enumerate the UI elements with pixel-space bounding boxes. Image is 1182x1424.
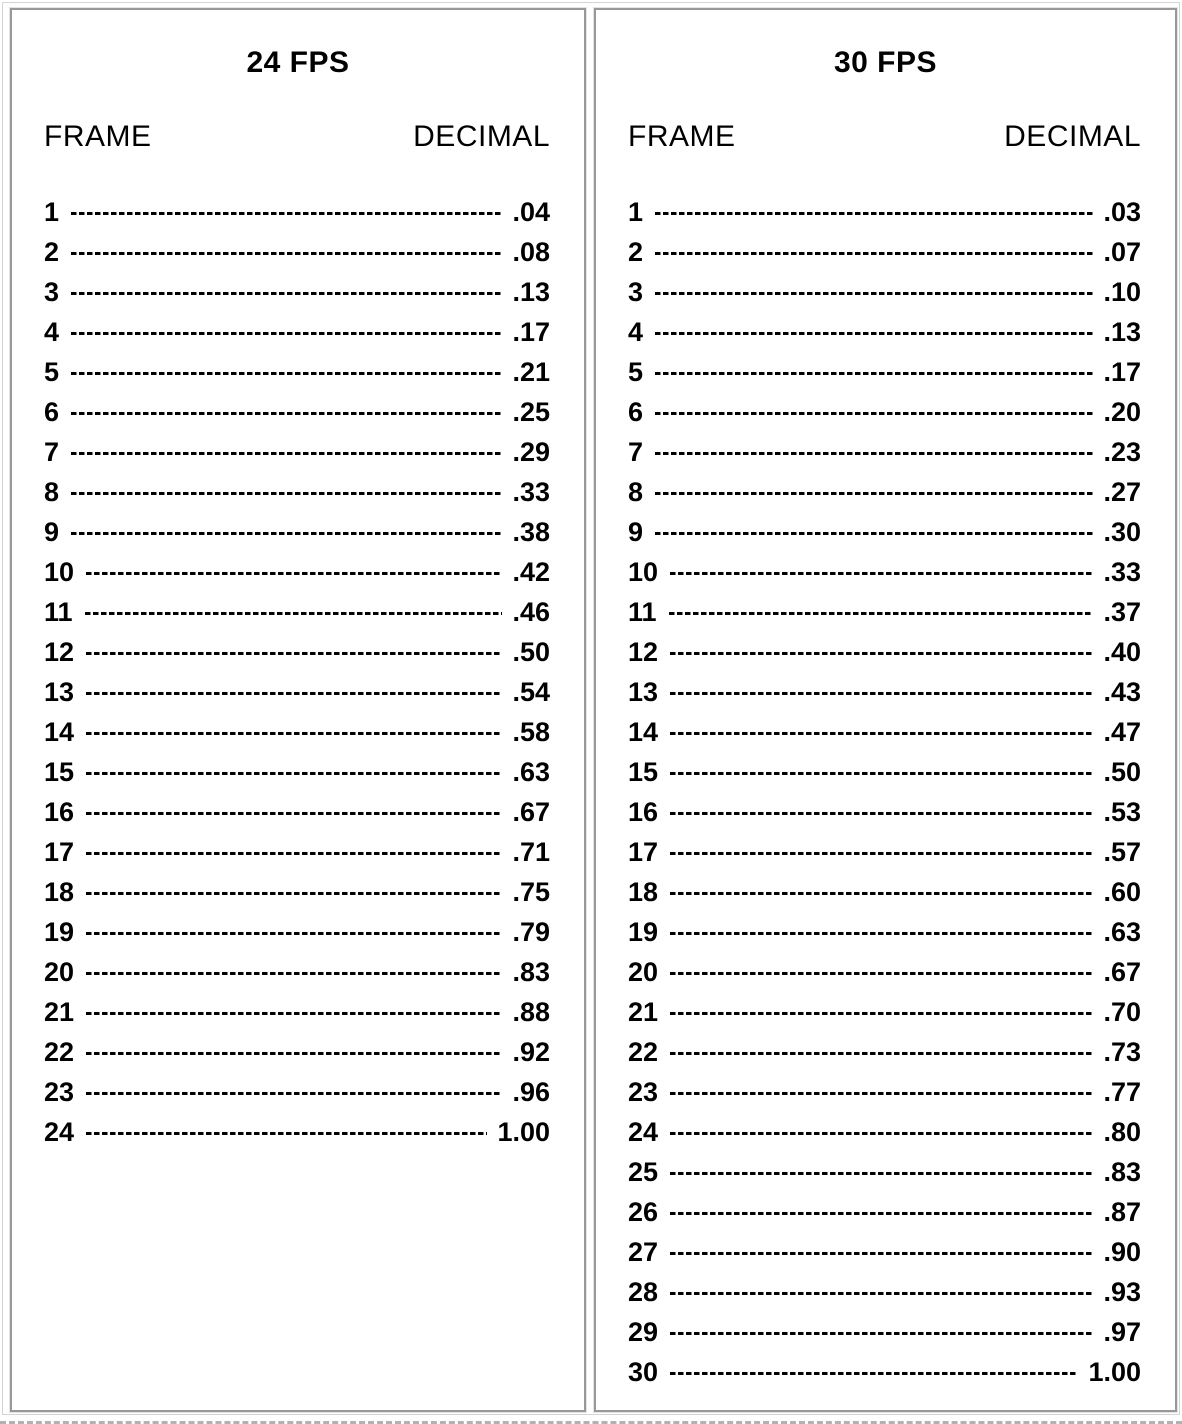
decimal-value: .80: [1103, 1116, 1141, 1147]
dash-leader: [670, 1172, 1093, 1175]
table-row: [628, 752, 1141, 792]
dash-leader: [86, 1052, 502, 1055]
decimal-value: .33: [1103, 556, 1141, 587]
decimal-value: .50: [512, 636, 550, 667]
frame-number: 4: [628, 316, 644, 347]
decimal-value: .88: [512, 996, 550, 1027]
frame-number: 21: [44, 996, 75, 1027]
frame-number: 3: [628, 276, 644, 307]
dash-leader: [670, 692, 1093, 695]
table-header-row: [596, 122, 1175, 152]
decimal-value: .97: [1103, 1316, 1141, 1347]
decimal-value: .96: [512, 1076, 550, 1107]
decimal-value: .37: [1103, 596, 1141, 627]
decimal-value: .46: [512, 596, 550, 627]
dash-leader: [670, 1252, 1093, 1255]
frame-number: 24: [628, 1116, 659, 1147]
frame-number: 20: [44, 956, 75, 987]
dash-leader: [670, 1052, 1093, 1055]
table-row: [628, 592, 1141, 632]
dash-leader: [86, 572, 502, 575]
dash-leader: [86, 1012, 502, 1015]
table-row: [44, 832, 550, 872]
frame-number: 16: [44, 796, 75, 827]
decimal-value: .10: [1103, 276, 1141, 307]
decimal-value: .33: [512, 476, 550, 507]
frame-number: 24: [44, 1116, 75, 1147]
dash-leader: [669, 612, 1094, 615]
table-title-24fps: 24 FPS: [246, 46, 350, 79]
dash-leader: [670, 1012, 1093, 1015]
decimal-value: 1.00: [1088, 1356, 1141, 1387]
frame-number: 23: [44, 1076, 75, 1107]
dash-leader: [86, 932, 502, 935]
table-row: [44, 712, 550, 752]
decimal-value: .08: [512, 236, 550, 267]
decimal-value: .17: [512, 316, 550, 347]
decimal-value: .79: [512, 916, 550, 947]
decimal-value: .50: [1103, 756, 1141, 787]
table-row: [628, 672, 1141, 712]
dash-leader: [655, 532, 1093, 535]
dash-leader: [655, 252, 1093, 255]
frame-number: 10: [628, 556, 659, 587]
dash-leader: [670, 852, 1093, 855]
table-row: [628, 912, 1141, 952]
decimal-value: .90: [1103, 1236, 1141, 1267]
table-row: [44, 1072, 550, 1112]
dash-leader: [86, 972, 502, 975]
dash-leader: [86, 852, 502, 855]
frame-number: 9: [628, 516, 644, 547]
decimal-value: .38: [512, 516, 550, 547]
frame-number: 7: [628, 436, 644, 467]
fps-30-table-panel: [594, 8, 1177, 1412]
table-row: [44, 232, 550, 272]
table-row: [44, 1032, 550, 1072]
table-row: [628, 632, 1141, 672]
decimal-value: .13: [512, 276, 550, 307]
table-row: [44, 552, 550, 592]
table-row: [628, 312, 1141, 352]
table-row: [44, 312, 550, 352]
dash-leader: [86, 732, 502, 735]
dash-leader: [71, 372, 502, 375]
dash-leader: [85, 612, 503, 615]
table-row: [44, 392, 550, 432]
table-row: [628, 872, 1141, 912]
decimal-value: .07: [1103, 236, 1141, 267]
decimal-value: .70: [1103, 996, 1141, 1027]
table-header-row: [12, 122, 584, 152]
decimal-value: 1.00: [497, 1116, 550, 1147]
dash-leader: [655, 492, 1093, 495]
dash-leader: [670, 772, 1093, 775]
frame-number: 8: [44, 476, 60, 507]
table-rows-24fps: [12, 192, 584, 1152]
table-row: [628, 1072, 1141, 1112]
decimal-value: .93: [1103, 1276, 1141, 1307]
dash-leader: [86, 692, 502, 695]
dash-leader: [71, 532, 502, 535]
table-row: [44, 632, 550, 672]
frame-number: 22: [628, 1036, 659, 1067]
table-row: [628, 552, 1141, 592]
frame-number: 15: [44, 756, 75, 787]
table-row: [628, 1312, 1141, 1352]
table-row: [628, 472, 1141, 512]
decimal-value: .63: [1103, 916, 1141, 947]
dash-leader: [670, 1212, 1093, 1215]
frame-number: 16: [628, 796, 659, 827]
frame-number: 10: [44, 556, 75, 587]
dash-leader: [670, 972, 1093, 975]
dash-leader: [670, 732, 1093, 735]
table-row: [44, 512, 550, 552]
fps-24-table-panel: [10, 8, 586, 1412]
table-row: [44, 792, 550, 832]
dash-leader: [670, 1292, 1093, 1295]
table-row: [628, 1192, 1141, 1232]
frame-number: 7: [44, 436, 60, 467]
dash-leader: [71, 492, 502, 495]
frame-number: 6: [628, 396, 644, 427]
dash-leader: [655, 332, 1093, 335]
dash-leader: [670, 1372, 1078, 1375]
frame-number: 15: [628, 756, 659, 787]
frame-number: 18: [44, 876, 75, 907]
frame-number: 22: [44, 1036, 75, 1067]
dash-leader: [86, 1132, 487, 1135]
table-row: [628, 1232, 1141, 1272]
table-row: [44, 672, 550, 712]
table-rows-30fps: [596, 192, 1175, 1392]
decimal-value: .53: [1103, 796, 1141, 827]
dash-leader: [71, 332, 502, 335]
frame-number: 17: [628, 836, 659, 867]
frame-number: 8: [628, 476, 644, 507]
frame-number: 13: [628, 676, 659, 707]
frame-number: 17: [44, 836, 75, 867]
decimal-value: .13: [1103, 316, 1141, 347]
frame-number: 29: [628, 1316, 659, 1347]
decimal-value: .04: [512, 196, 550, 227]
frame-number: 4: [44, 316, 60, 347]
decimal-value: .63: [512, 756, 550, 787]
decimal-value: .23: [1103, 436, 1141, 467]
dash-leader: [670, 892, 1093, 895]
decimal-value: .71: [512, 836, 550, 867]
decimal-value: .42: [512, 556, 550, 587]
table-row: [628, 712, 1141, 752]
frame-number: 5: [44, 356, 60, 387]
decimal-value: .92: [512, 1036, 550, 1067]
table-row: [628, 432, 1141, 472]
dash-leader: [86, 812, 502, 815]
table-row: [44, 992, 550, 1032]
decimal-value: .43: [1103, 676, 1141, 707]
decimal-value: .30: [1103, 516, 1141, 547]
frame-column-header: FRAME: [44, 120, 152, 153]
decimal-value: .73: [1103, 1036, 1141, 1067]
dash-leader: [71, 412, 502, 415]
decimal-value: .75: [512, 876, 550, 907]
frame-number: 19: [44, 916, 75, 947]
frame-column-header: FRAME: [628, 120, 736, 153]
table-title-30fps: 30 FPS: [833, 46, 938, 79]
table-row: [44, 1112, 550, 1152]
decimal-value: .25: [512, 396, 550, 427]
frame-number: 5: [628, 356, 644, 387]
frame-number: 1: [44, 196, 60, 227]
dash-leader: [71, 452, 502, 455]
decimal-value: .58: [512, 716, 550, 747]
decimal-value: .21: [512, 356, 550, 387]
frame-number: 26: [628, 1196, 659, 1227]
table-row: [628, 952, 1141, 992]
decimal-value: .77: [1103, 1076, 1141, 1107]
decimal-value: .54: [512, 676, 550, 707]
table-row: [44, 432, 550, 472]
dash-leader: [670, 1332, 1093, 1335]
dash-leader: [655, 292, 1093, 295]
table-row: [628, 232, 1141, 272]
frame-number: 20: [628, 956, 659, 987]
decimal-value: .03: [1103, 196, 1141, 227]
dash-leader: [71, 252, 502, 255]
frame-number: 19: [628, 916, 659, 947]
dash-leader: [670, 1132, 1093, 1135]
decimal-value: .20: [1103, 396, 1141, 427]
dash-leader: [86, 772, 502, 775]
decimal-value: .29: [512, 436, 550, 467]
table-row: [44, 872, 550, 912]
decimal-value: .67: [1103, 956, 1141, 987]
frame-number: 18: [628, 876, 659, 907]
table-row: [628, 792, 1141, 832]
table-row: [628, 992, 1141, 1032]
table-row: [44, 192, 550, 232]
table-row: [44, 752, 550, 792]
decimal-value: .27: [1103, 476, 1141, 507]
dash-leader: [655, 372, 1093, 375]
frame-number: 9: [44, 516, 60, 547]
dash-leader: [655, 452, 1093, 455]
table-row: [628, 1272, 1141, 1312]
dash-leader: [71, 212, 502, 215]
decimal-value: .40: [1103, 636, 1141, 667]
frame-number: 1: [628, 196, 644, 227]
frame-number: 14: [44, 716, 75, 747]
dash-leader: [86, 892, 502, 895]
frame-number: 12: [44, 636, 75, 667]
dash-leader: [670, 812, 1093, 815]
frame-number: 2: [628, 236, 644, 267]
dash-leader: [86, 1092, 502, 1095]
decimal-value: .83: [512, 956, 550, 987]
table-row: [44, 272, 550, 312]
table-row: [628, 512, 1141, 552]
decimal-value: .67: [512, 796, 550, 827]
frame-number: 25: [628, 1156, 659, 1187]
frame-number: 14: [628, 716, 659, 747]
table-row: [628, 832, 1141, 872]
frame-number: 12: [628, 636, 659, 667]
frame-number: 23: [628, 1076, 659, 1107]
frame-number: 11: [628, 596, 657, 627]
dash-leader: [670, 1092, 1093, 1095]
table-row: [44, 952, 550, 992]
decimal-column-header: DECIMAL: [413, 120, 550, 153]
frame-number: 30: [628, 1356, 659, 1387]
frame-number: 21: [628, 996, 659, 1027]
table-row: [44, 912, 550, 952]
decimal-value: .47: [1103, 716, 1141, 747]
decimal-value: .87: [1103, 1196, 1141, 1227]
frame-number: 27: [628, 1236, 659, 1267]
frame-number: 11: [44, 596, 73, 627]
table-row: [44, 352, 550, 392]
frame-number: 3: [44, 276, 60, 307]
table-row: [628, 1032, 1141, 1072]
dash-leader: [655, 412, 1093, 415]
dash-leader: [655, 212, 1093, 215]
table-row: [628, 192, 1141, 232]
decimal-value: .83: [1103, 1156, 1141, 1187]
dash-leader: [71, 292, 502, 295]
decimal-column-header: DECIMAL: [1004, 120, 1141, 153]
table-row: [628, 1152, 1141, 1192]
dash-leader: [670, 932, 1093, 935]
decimal-value: .60: [1103, 876, 1141, 907]
frame-number: 2: [44, 236, 60, 267]
dash-leader: [670, 652, 1093, 655]
table-row: [628, 1112, 1141, 1152]
table-row: [628, 392, 1141, 432]
frame-number: 13: [44, 676, 75, 707]
frame-number: 6: [44, 396, 60, 427]
table-row: [44, 472, 550, 512]
dash-leader: [670, 572, 1093, 575]
decimal-value: .17: [1103, 356, 1141, 387]
table-row: [628, 1352, 1141, 1392]
table-row: [44, 592, 550, 632]
dash-leader: [86, 652, 502, 655]
table-row: [628, 352, 1141, 392]
decimal-value: .57: [1103, 836, 1141, 867]
frame-number: 28: [628, 1276, 659, 1307]
table-row: [628, 272, 1141, 312]
